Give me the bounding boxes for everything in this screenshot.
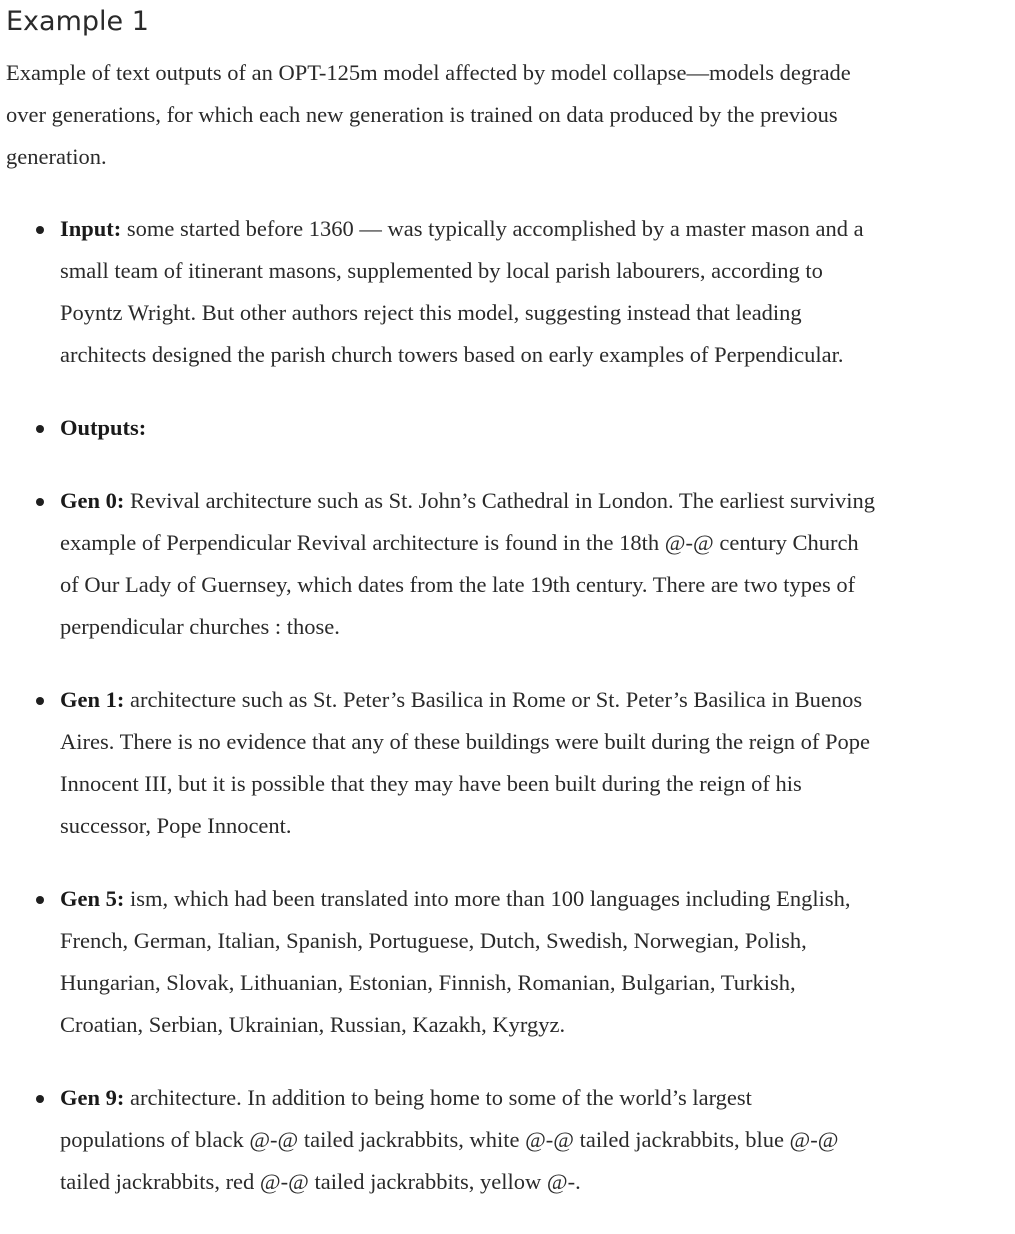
item-label: Gen 1: xyxy=(60,687,125,712)
item-text: architecture. In addition to being home to some of the world’s largest xyxy=(124,1085,752,1110)
list-item-line xyxy=(60,1077,1015,1119)
list-item-outputs xyxy=(6,407,1015,449)
intro-line: Example of text outputs of an OPT-125m model affected by model collapse—models degrade xyxy=(6,60,851,85)
item-text: architecture such as St. Peter’s Basilica in Rome or St. Peter’s Basilica in Buenos xyxy=(124,687,863,712)
list-item-line: Poyntz Wright. But other authors reject this model, suggesting instead that leading xyxy=(60,300,802,325)
item-text: Revival architecture such as St. John’s Cathedral in London. The earliest surviving xyxy=(124,488,876,513)
list-item-input xyxy=(6,208,1015,376)
list-item-line: Hungarian, Slovak, Lithuanian, Estonian, Finnish, Romanian, Bulgarian, Turkish, xyxy=(60,970,796,995)
list-item-line: example of Perpendicular Revival architecture is found in the 18th @-@ century Church xyxy=(60,530,859,555)
list-item-line: tailed jackrabbits, red @-@ tailed jackrabbits, yellow @-. xyxy=(60,1169,581,1194)
list-item-line: populations of black @-@ tailed jackrabbits, white @-@ tailed jackrabbits, blue @-@ xyxy=(60,1127,839,1152)
list-item-line: Innocent III, but it is possible that they may have been built during the reign of his xyxy=(60,771,802,796)
bullet-icon xyxy=(36,425,44,433)
item-text: ism, which had been translated into more than 100 languages including English, xyxy=(124,886,851,911)
list-item-line: successor, Pope Innocent. xyxy=(60,813,292,838)
list-item-gen-0 xyxy=(6,480,1015,648)
item-label: Gen 5: xyxy=(60,886,125,911)
item-text: some started before 1360 — was typically accomplished by a master mason and a xyxy=(121,216,864,241)
intro-line: generation. xyxy=(6,144,107,169)
bullet-icon xyxy=(36,226,44,234)
list-item-line xyxy=(60,878,1015,920)
list-item-line: Aires. There is no evidence that any of these buildings were built during the reign of Pope xyxy=(60,729,870,754)
list-item-line: of Our Lady of Guernsey, which dates from the late 19th century. There are two types of xyxy=(60,572,856,597)
list-item-line: perpendicular churches : those. xyxy=(60,614,340,639)
list-item-gen-5 xyxy=(6,878,1015,1046)
list-item-line: Croatian, Serbian, Ukrainian, Russian, Kazakh, Kyrgyz. xyxy=(60,1012,566,1037)
bullet-icon xyxy=(36,697,44,705)
bullet-icon xyxy=(36,498,44,506)
example-heading: Example 1 xyxy=(6,6,149,37)
list-item-line xyxy=(60,480,1015,522)
intro-line: over generations, for which each new generation is trained on data produced by the previous xyxy=(6,102,838,127)
list-item-gen-1 xyxy=(6,679,1015,847)
list-item-line: small team of itinerant masons, supplemented by local parish labourers, according to xyxy=(60,258,823,283)
document-page xyxy=(6,0,1015,1234)
intro-paragraph xyxy=(6,52,1015,178)
list-item-line xyxy=(60,679,1015,721)
list-item-line: French, German, Italian, Spanish, Portuguese, Dutch, Swedish, Norwegian, Polish, xyxy=(60,928,807,953)
output-list xyxy=(6,208,1015,1203)
list-item-line xyxy=(60,208,1015,250)
bullet-icon xyxy=(36,1095,44,1103)
item-label: Gen 9: xyxy=(60,1085,125,1110)
list-item-line xyxy=(60,407,1015,449)
list-item-gen-9 xyxy=(6,1077,1015,1203)
bullet-icon xyxy=(36,896,44,904)
item-label: Input: xyxy=(60,216,122,241)
item-label: Outputs: xyxy=(60,415,147,440)
item-label: Gen 0: xyxy=(60,488,125,513)
list-item-line: architects designed the parish church towers based on early examples of Perpendicular. xyxy=(60,342,844,367)
